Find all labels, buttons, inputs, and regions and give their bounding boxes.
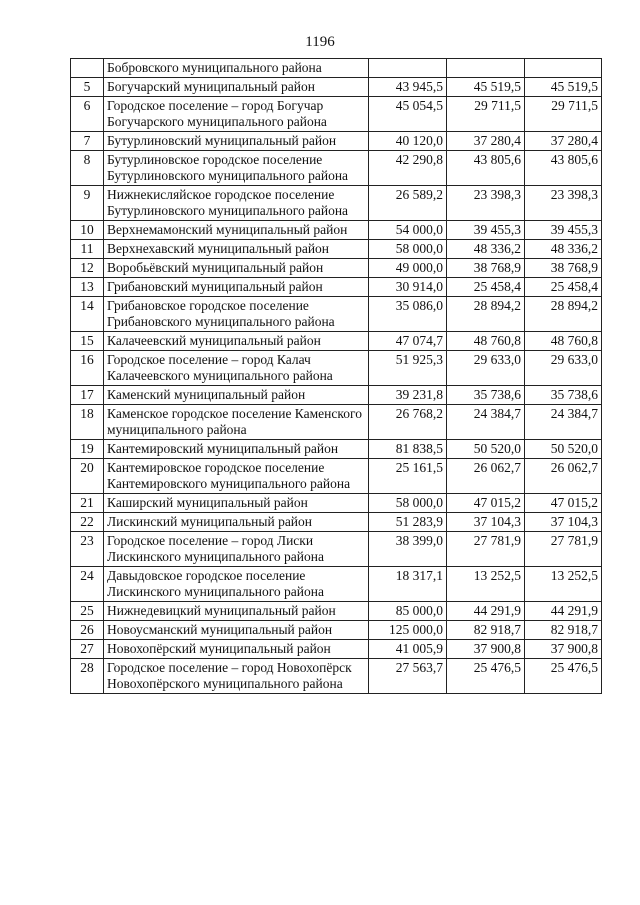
row-name: Каширский муниципальный район xyxy=(104,494,369,513)
row-name: Лискинский муниципальный район xyxy=(104,513,369,532)
table-row xyxy=(71,640,602,659)
row-value-2: 50 520,0 xyxy=(447,440,525,459)
row-value-3: 43 805,6 xyxy=(525,151,602,186)
row-name: Кантемировское городское поселение Кантемировского муниципального района xyxy=(104,459,369,494)
row-number: 9 xyxy=(71,186,104,221)
table-row xyxy=(71,186,602,221)
row-value-1: 41 005,9 xyxy=(369,640,447,659)
table-row xyxy=(71,132,602,151)
row-value-3: 26 062,7 xyxy=(525,459,602,494)
row-name: Городское поселение – город Калач Калачеевского муниципального района xyxy=(104,351,369,386)
table-row xyxy=(71,621,602,640)
row-number: 28 xyxy=(71,659,104,694)
table-row xyxy=(71,351,602,386)
row-value-2: 25 476,5 xyxy=(447,659,525,694)
row-value-2: 28 894,2 xyxy=(447,297,525,332)
row-value-2: 43 805,6 xyxy=(447,151,525,186)
row-number: 11 xyxy=(71,240,104,259)
row-value-1: 58 000,0 xyxy=(369,240,447,259)
row-name: Верхнехавский муниципальный район xyxy=(104,240,369,259)
row-value-1: 58 000,0 xyxy=(369,494,447,513)
budget-table xyxy=(70,58,602,694)
table-row xyxy=(71,297,602,332)
row-number: 24 xyxy=(71,567,104,602)
row-value-1 xyxy=(369,59,447,78)
table-row xyxy=(71,386,602,405)
row-value-1: 18 317,1 xyxy=(369,567,447,602)
row-value-2: 23 398,3 xyxy=(447,186,525,221)
row-name: Нижнедевицкий муниципальный район xyxy=(104,602,369,621)
row-value-3: 48 336,2 xyxy=(525,240,602,259)
page-number: 1196 xyxy=(305,34,335,50)
row-value-2 xyxy=(447,59,525,78)
row-value-2: 37 280,4 xyxy=(447,132,525,151)
row-value-3: 27 781,9 xyxy=(525,532,602,567)
row-value-1: 85 000,0 xyxy=(369,602,447,621)
row-value-2: 37 900,8 xyxy=(447,640,525,659)
table-row xyxy=(71,513,602,532)
table-body xyxy=(71,59,602,694)
row-name: Каменский муниципальный район xyxy=(104,386,369,405)
table-row xyxy=(71,151,602,186)
row-value-2: 24 384,7 xyxy=(447,405,525,440)
row-number: 21 xyxy=(71,494,104,513)
row-value-3: 50 520,0 xyxy=(525,440,602,459)
row-number: 26 xyxy=(71,621,104,640)
row-name: Бобровского муниципального района xyxy=(104,59,369,78)
row-value-1: 51 925,3 xyxy=(369,351,447,386)
row-value-3: 28 894,2 xyxy=(525,297,602,332)
row-value-2: 29 633,0 xyxy=(447,351,525,386)
row-name: Городское поселение – город Богучар Богучарского муниципального района xyxy=(104,97,369,132)
row-value-1: 25 161,5 xyxy=(369,459,447,494)
row-number: 7 xyxy=(71,132,104,151)
row-value-1: 27 563,7 xyxy=(369,659,447,694)
row-value-2: 38 768,9 xyxy=(447,259,525,278)
row-name: Богучарский муниципальный район xyxy=(104,78,369,97)
row-value-2: 48 760,8 xyxy=(447,332,525,351)
row-value-3: 82 918,7 xyxy=(525,621,602,640)
table-row xyxy=(71,59,602,78)
row-value-1: 39 231,8 xyxy=(369,386,447,405)
row-number: 16 xyxy=(71,351,104,386)
row-value-2: 13 252,5 xyxy=(447,567,525,602)
row-name: Новоусманский муниципальный район xyxy=(104,621,369,640)
table-row xyxy=(71,97,602,132)
row-value-1: 26 589,2 xyxy=(369,186,447,221)
row-name: Давыдовское городское поселение Лискинского муниципального района xyxy=(104,567,369,602)
row-value-1: 45 054,5 xyxy=(369,97,447,132)
row-value-3: 45 519,5 xyxy=(525,78,602,97)
row-number: 17 xyxy=(71,386,104,405)
row-name: Городское поселение – город Лиски Лискинского муниципального района xyxy=(104,532,369,567)
row-name: Калачеевский муниципальный район xyxy=(104,332,369,351)
row-value-1: 40 120,0 xyxy=(369,132,447,151)
row-value-1: 125 000,0 xyxy=(369,621,447,640)
row-value-2: 27 781,9 xyxy=(447,532,525,567)
row-number: 12 xyxy=(71,259,104,278)
row-value-3: 25 476,5 xyxy=(525,659,602,694)
row-value-3: 48 760,8 xyxy=(525,332,602,351)
row-value-2: 37 104,3 xyxy=(447,513,525,532)
table-row xyxy=(71,240,602,259)
row-name: Верхнемамонский муниципальный район xyxy=(104,221,369,240)
row-value-3: 39 455,3 xyxy=(525,221,602,240)
row-value-3: 29 711,5 xyxy=(525,97,602,132)
row-name: Бутурлиновское городское поселение Бутурлиновского муниципального района xyxy=(104,151,369,186)
row-value-3: 29 633,0 xyxy=(525,351,602,386)
row-number: 10 xyxy=(71,221,104,240)
row-name: Каменское городское поселение Каменского муниципального района xyxy=(104,405,369,440)
table-row xyxy=(71,332,602,351)
row-value-3: 37 104,3 xyxy=(525,513,602,532)
row-value-1: 51 283,9 xyxy=(369,513,447,532)
table-row xyxy=(71,659,602,694)
table-row xyxy=(71,440,602,459)
row-value-3: 38 768,9 xyxy=(525,259,602,278)
table-row xyxy=(71,532,602,567)
row-value-2: 25 458,4 xyxy=(447,278,525,297)
row-value-3: 47 015,2 xyxy=(525,494,602,513)
row-value-3: 37 900,8 xyxy=(525,640,602,659)
row-value-1: 35 086,0 xyxy=(369,297,447,332)
row-value-3: 13 252,5 xyxy=(525,567,602,602)
row-value-1: 49 000,0 xyxy=(369,259,447,278)
row-value-3: 25 458,4 xyxy=(525,278,602,297)
row-number: 19 xyxy=(71,440,104,459)
row-value-1: 26 768,2 xyxy=(369,405,447,440)
row-value-3 xyxy=(525,59,602,78)
row-value-2: 45 519,5 xyxy=(447,78,525,97)
row-number: 20 xyxy=(71,459,104,494)
row-name: Нижнекисляйское городское поселение Бутурлиновского муниципального района xyxy=(104,186,369,221)
row-value-3: 37 280,4 xyxy=(525,132,602,151)
row-value-1: 30 914,0 xyxy=(369,278,447,297)
row-value-3: 24 384,7 xyxy=(525,405,602,440)
row-number: 23 xyxy=(71,532,104,567)
row-value-3: 35 738,6 xyxy=(525,386,602,405)
row-value-2: 26 062,7 xyxy=(447,459,525,494)
table-row xyxy=(71,494,602,513)
row-number xyxy=(71,59,104,78)
row-name: Кантемировский муниципальный район xyxy=(104,440,369,459)
row-value-1: 81 838,5 xyxy=(369,440,447,459)
table-row xyxy=(71,78,602,97)
table-row xyxy=(71,221,602,240)
row-value-2: 47 015,2 xyxy=(447,494,525,513)
table-row xyxy=(71,459,602,494)
row-number: 13 xyxy=(71,278,104,297)
table-row xyxy=(71,278,602,297)
row-value-1: 38 399,0 xyxy=(369,532,447,567)
row-number: 25 xyxy=(71,602,104,621)
row-value-1: 47 074,7 xyxy=(369,332,447,351)
row-value-2: 48 336,2 xyxy=(447,240,525,259)
row-value-1: 43 945,5 xyxy=(369,78,447,97)
row-number: 22 xyxy=(71,513,104,532)
row-value-2: 35 738,6 xyxy=(447,386,525,405)
row-value-3: 23 398,3 xyxy=(525,186,602,221)
table-row xyxy=(71,259,602,278)
table-row xyxy=(71,405,602,440)
row-value-2: 29 711,5 xyxy=(447,97,525,132)
row-name: Грибановский муниципальный район xyxy=(104,278,369,297)
row-number: 18 xyxy=(71,405,104,440)
row-name: Воробьёвский муниципальный район xyxy=(104,259,369,278)
row-value-1: 54 000,0 xyxy=(369,221,447,240)
row-value-2: 44 291,9 xyxy=(447,602,525,621)
row-name: Новохопёрский муниципальный район xyxy=(104,640,369,659)
row-number: 14 xyxy=(71,297,104,332)
table-row xyxy=(71,567,602,602)
table-row xyxy=(71,602,602,621)
row-number: 27 xyxy=(71,640,104,659)
row-value-2: 39 455,3 xyxy=(447,221,525,240)
row-value-3: 44 291,9 xyxy=(525,602,602,621)
row-number: 6 xyxy=(71,97,104,132)
row-name: Грибановское городское поселение Грибановского муниципального района xyxy=(104,297,369,332)
row-name: Городское поселение – город Новохопёрск Новохопёрского муниципального района xyxy=(104,659,369,694)
row-value-2: 82 918,7 xyxy=(447,621,525,640)
row-number: 8 xyxy=(71,151,104,186)
row-number: 5 xyxy=(71,78,104,97)
row-number: 15 xyxy=(71,332,104,351)
row-value-1: 42 290,8 xyxy=(369,151,447,186)
row-name: Бутурлиновский муниципальный район xyxy=(104,132,369,151)
